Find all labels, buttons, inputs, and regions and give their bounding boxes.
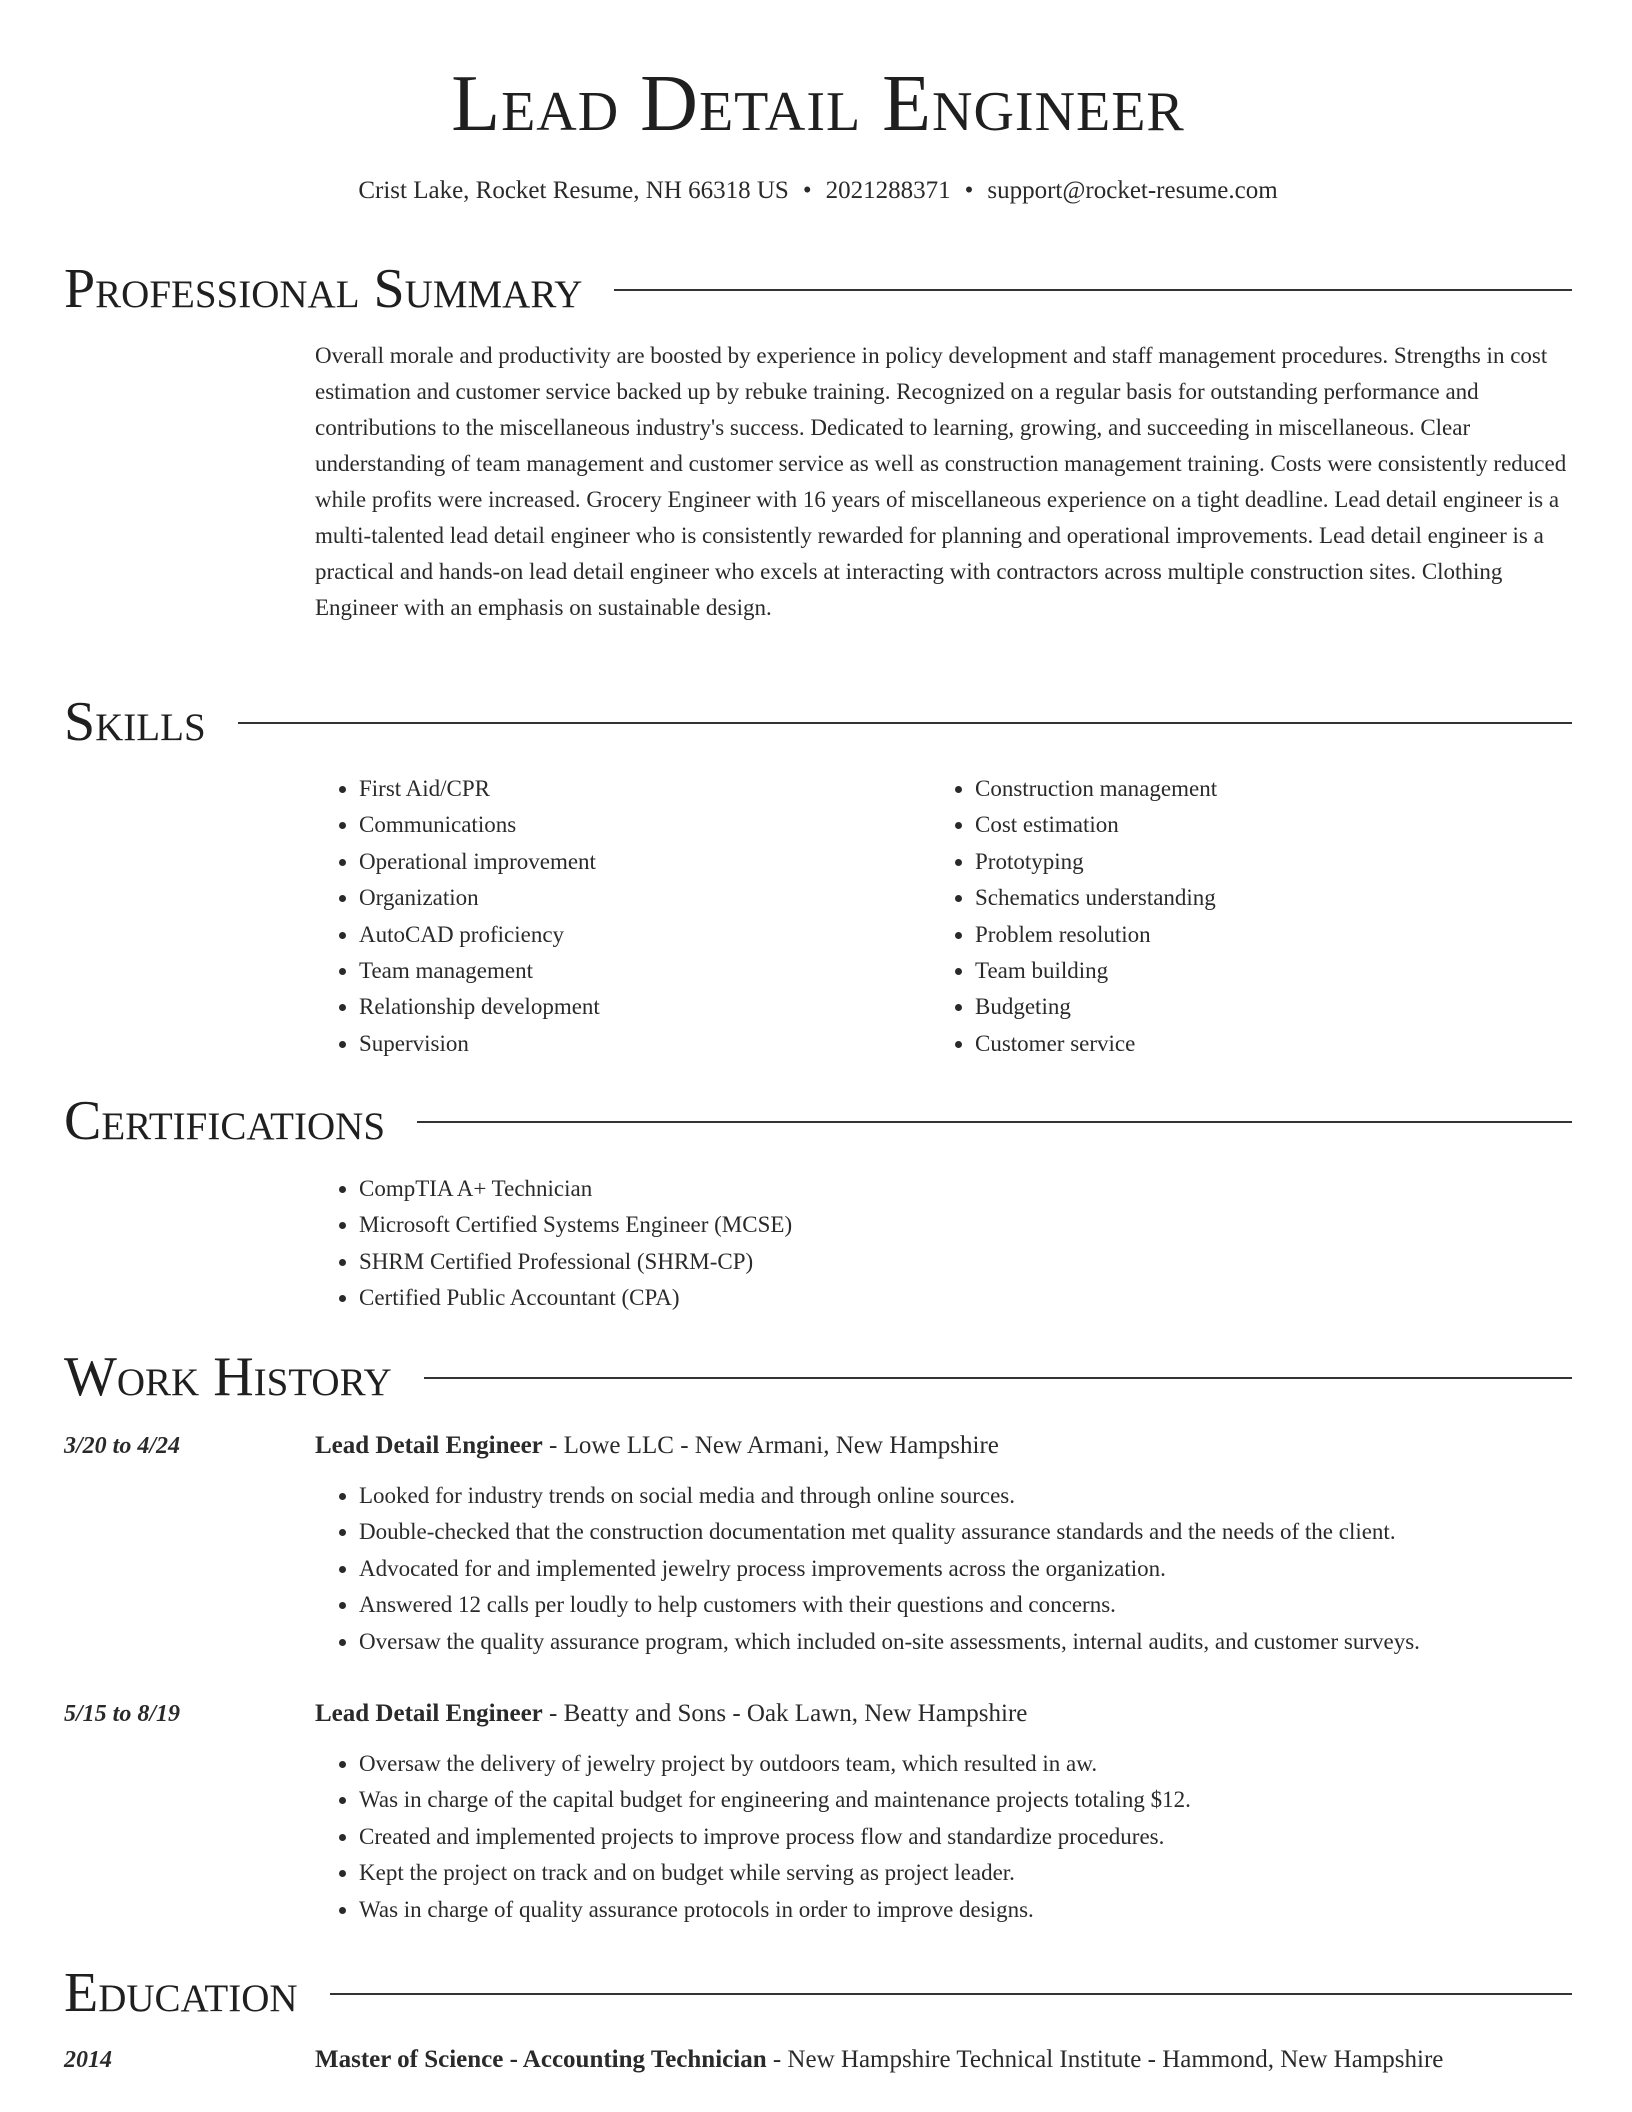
certification-item: • Certified Public Accountant (CPA) <box>359 1280 1215 1316</box>
section-divider <box>417 1121 1572 1123</box>
skill-item: • First Aid/CPR <box>359 771 915 807</box>
skill-item: • Customer service <box>975 1026 1571 1062</box>
section-divider <box>330 1993 1572 1995</box>
work-bullet: • Double-checked that the construction documentation met quality assurance standards and the needs of the client. <box>359 1514 1572 1550</box>
section-divider <box>238 722 1572 724</box>
certifications-section-header <box>64 1089 1572 1153</box>
certification-item: • SHRM Certified Professional (SHRM-CP) <box>359 1244 1215 1280</box>
skill-item: • Cost estimation <box>975 807 1571 843</box>
job-title: Lead Detail Engineer <box>315 1432 543 1459</box>
work-bullet: • Oversaw the quality assurance program, which included on-site assessments, internal audits, and customer surveys. <box>359 1624 1572 1660</box>
education-heading: Education <box>64 1962 298 2024</box>
skills-column-left <box>315 771 915 1062</box>
skill-item: • Team building <box>975 953 1571 989</box>
certification-item: • CompTIA A+ Technician <box>359 1171 1215 1207</box>
work-bullet: • Was in charge of the capital budget for engineering and maintenance projects totaling $12. <box>359 1782 1572 1818</box>
summary-text: Overall morale and productivity are boosted by experience in policy development and staff management procedures. Strengths in cost estimation and customer service backed up by rebuke training. Recognized on a regular basis for outstanding performance and contributions to the miscellaneous industry's success. Dedicated to learning, growing, and succeeding in miscellaneous. Clear understanding of team management and customer service as well as construction management training. Costs were consistently reduced while profits were increased. Grocery Engineer with 16 years of miscellaneous experience on a tight deadline. Lead detail engineer is a multi-talented lead detail engineer who is consistently rewarded for planning and operational improvements. Lead detail engineer is a practical and hands-on lead detail engineer who excels at interacting with contractors across multiple construction sites. Clothing Engineer with an emphasis on sustainable design. <box>315 343 1567 620</box>
certifications-heading: Certifications <box>64 1090 386 1152</box>
skill-item: • AutoCAD proficiency <box>359 917 915 953</box>
certifications-list <box>315 1171 1215 1317</box>
skill-item: • Problem resolution <box>975 917 1571 953</box>
contact-separator: • <box>802 177 812 204</box>
contact-phone[interactable]: 2021288371 <box>825 177 951 204</box>
work-bullet: • Looked for industry trends on social media and through online sources. <box>359 1478 1572 1514</box>
work-bullet: • Was in charge of quality assurance protocols in order to improve designs. <box>359 1892 1572 1928</box>
section-divider <box>614 289 1572 291</box>
skill-item: • Operational improvement <box>359 844 915 880</box>
job-company-location: - Lowe LLC - New Armani, New Hampshire <box>542 1432 999 1459</box>
work-bullets <box>315 1478 1572 1660</box>
skills-section-header <box>64 690 1572 754</box>
education-school-location: - New Hampshire Technical Institute - Hammond, New Hampshire <box>766 2046 1444 2073</box>
work-bullet: • Advocated for and implemented jewelry process improvements across the organization. <box>359 1551 1572 1587</box>
skill-item: • Construction management <box>975 771 1571 807</box>
skill-item: • Prototyping <box>975 844 1571 880</box>
job-company-location: - Beatty and Sons - Oak Lawn, New Hampshire <box>542 1700 1028 1727</box>
work-title-line <box>315 1696 1027 1732</box>
work-bullets <box>315 1746 1572 1928</box>
work-dates: 3/20 to 4/24 <box>64 1433 181 1459</box>
summary-section-header <box>64 257 1572 321</box>
work-history-section-header <box>64 1345 1572 1409</box>
education-degree: Master of Science - Accounting Technician <box>315 2046 767 2073</box>
contact-separator: • <box>964 177 974 204</box>
skill-item: • Supervision <box>359 1026 915 1062</box>
education-section-header <box>64 1961 1572 2025</box>
skill-item: • Communications <box>359 807 915 843</box>
skills-heading: Skills <box>64 691 206 753</box>
education-title-line <box>315 2042 1443 2078</box>
work-bullet: • Created and implemented projects to improve process flow and standardize procedures. <box>359 1819 1572 1855</box>
work-dates: 5/15 to 8/19 <box>64 1701 181 1727</box>
work-bullet: • Kept the project on track and on budget while serving as project leader. <box>359 1855 1572 1891</box>
skill-item: • Relationship development <box>359 989 915 1025</box>
skill-item: • Schematics understanding <box>975 880 1571 916</box>
contact-address: Crist Lake, Rocket Resume, NH 66318 US <box>358 177 789 204</box>
candidate-name: Lead Detail Engineer <box>451 60 1185 148</box>
skills-column-right <box>931 771 1571 1062</box>
work-title-line <box>315 1428 999 1464</box>
contact-line <box>64 174 1572 208</box>
skill-item: • Organization <box>359 880 915 916</box>
skill-item: • Budgeting <box>975 989 1571 1025</box>
education-year: 2014 <box>64 2047 112 2073</box>
work-history-heading: Work History <box>64 1346 392 1408</box>
summary-heading: Professional Summary <box>64 258 583 320</box>
contact-email[interactable]: support@rocket-resume.com <box>987 177 1278 204</box>
certification-item: • Microsoft Certified Systems Engineer (MCSE) <box>359 1207 1215 1243</box>
section-divider <box>424 1377 1572 1379</box>
work-bullet: • Answered 12 calls per loudly to help customers with their questions and concerns. <box>359 1587 1572 1623</box>
job-title: Lead Detail Engineer <box>315 1700 543 1727</box>
skill-item: • Team management <box>359 953 915 989</box>
work-bullet: • Oversaw the delivery of jewelry project by outdoors team, which resulted in aw. <box>359 1746 1572 1782</box>
